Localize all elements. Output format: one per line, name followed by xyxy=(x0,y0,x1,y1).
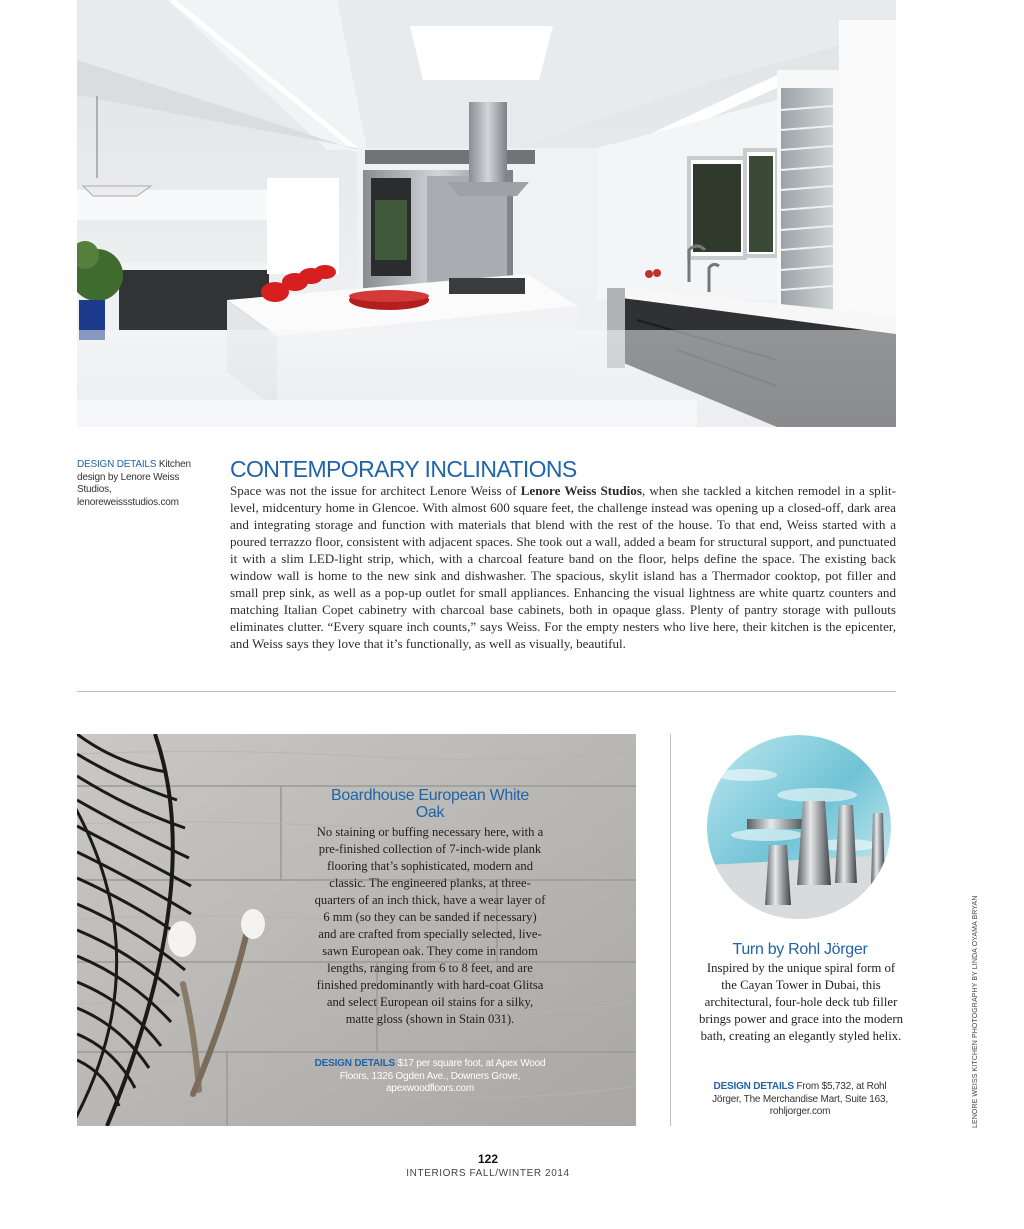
faucet-design-details xyxy=(712,1081,888,1119)
faucet-photo xyxy=(707,735,891,919)
body-rest: , when she tackled a kitchen remodel in a split-level, midcentury home in Glencoe. With almost 600 square feet, the challenge instead was opening up a closed-off, dark area and integrating storage and function with materials that blend with the rest of the house. To that end, Weiss started with a poured terrazzo floor, consistent with adjacent spaces. She took out a wall, added a beam for structural support, and punctuated it with a slim LED-light strip, which, with a charcoal feature band on the floor, helps define the space. The existing back window wall is home to the new sink and dishwasher. The spacious, skylit island has a Thermador cooktop, pot filler and small prep sink, as well as a pop-up outlet for small appliances. Enhancing the visual lightness are white quartz counters and matching Italian Copet cabinetry with charcoal base cabinets, both in opaque glass. Plenty of pantry storage with pullouts eliminates clutter. “Every square inch counts,” says Weiss. For the empty nesters who live here, their kitchen is the epicenter, and Weiss says they love that it’s functionally, as well as visually, beautiful. xyxy=(230,483,896,651)
section-divider xyxy=(77,691,896,692)
flooring-body: No staining or buffing necessary here, with a pre-finished collection of 7-inch-wide plank flooring that’s sophisticated, modern and classic. The engineered planks, at three-quarters of an inch thick, have a wear layer of 6 mm (so they can be sanded if necessary) and are crafted from specially selected, live-sawn European oak. They come in random lengths, ranging from 6 to 8 feet, and are finished predominantly with hard-coat Glitsa and select European oil stains for a silky, matte gloss (shown in Stain 031). xyxy=(314,825,546,1026)
design-details-text: Kitchen design by Lenore Weiss Studios, lenoreweissstudios.com xyxy=(77,459,191,508)
photo-credit: LENORE WEISS KITCHEN PHOTOGRAPHY BY LINDA OYAMA BRYAN xyxy=(972,895,979,1128)
design-details-text: From $5,732, at Rohl Jörger, The Merchandise Mart, Suite 163, rohljorger.com xyxy=(712,1081,888,1117)
body-firm-name: Lenore Weiss Studios xyxy=(520,483,642,498)
body-intro: Space was not the issue for architect Lenore Weiss of xyxy=(230,483,517,498)
design-details-label: DESIGN DETAILS xyxy=(77,459,157,470)
column-divider xyxy=(670,734,671,1126)
article-body xyxy=(230,482,896,652)
faucet-body: Inspired by the unique spiral form of the Cayan Tower in Dubai, this architectural, four-hole deck tub filler brings power and grace into the modern bath, creating an elegantly styled helix. xyxy=(699,961,903,1043)
kitchen-design-details xyxy=(77,459,212,509)
design-details-text: $17 per square foot, at Apex Wood Floors, 1326 Ogden Ave., Downers Grove, apexwoodfloors.com xyxy=(339,1058,546,1094)
flooring-design-details xyxy=(306,1058,554,1096)
faucet-title: Turn by Rohl Jörger xyxy=(732,941,868,958)
design-details-label: DESIGN DETAILS xyxy=(314,1058,395,1069)
kitchen-photo xyxy=(77,0,896,427)
design-details-label: DESIGN DETAILS xyxy=(713,1081,794,1092)
article-headline: CONTEMPORARY INCLINATIONS xyxy=(230,456,577,482)
page-number: 122 xyxy=(477,1152,499,1166)
issue-label: INTERIORS FALL/WINTER 2014 xyxy=(406,1168,570,1179)
flooring-title: Boardhouse European White Oak xyxy=(331,787,529,821)
